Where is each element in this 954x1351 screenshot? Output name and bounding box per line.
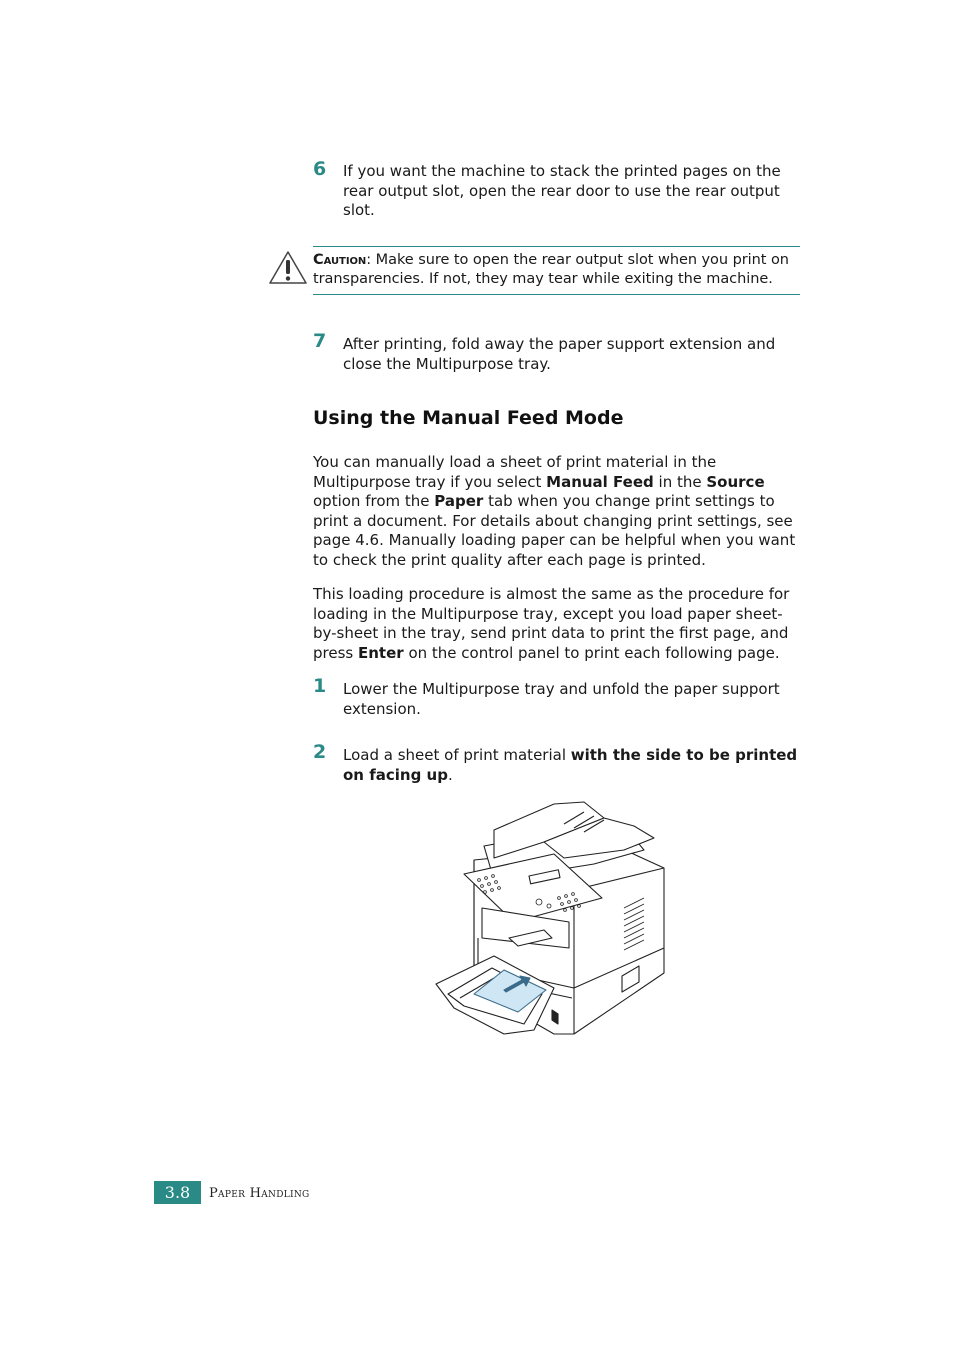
step-number-2: 2 [313, 741, 327, 763]
step-6-text: If you want the machine to stack the printed pages on the rear output slot, open the rear door to use the rear output slot. [343, 162, 781, 219]
step-7-text: After printing, fold away the paper support extension and close the Multipurpose tray. [343, 335, 776, 373]
step2-text-1: Load a sheet of print material [343, 746, 571, 764]
para2-text-1: This loading procedure is almost the same as the procedure for loading in the Multipurpose tray, except you load paper sheet-by-sheet in the tray, send print data to print the first page, and press [313, 585, 790, 662]
loading-procedure-paragraph [313, 585, 801, 663]
para1-text-1: You can manually load a sheet of print material in the Multipurpose tray if you select [313, 453, 717, 491]
step-2-text [343, 746, 799, 785]
para1-text-3: option from the [313, 492, 435, 510]
step2-text-2: . [447, 765, 453, 784]
enter-term: Enter [358, 643, 404, 662]
caution-label: Caution [313, 252, 367, 268]
manual-feed-paragraph [313, 453, 801, 570]
step-number-7: 7 [313, 330, 327, 352]
paper-term: Paper [434, 492, 484, 510]
source-term: Source [706, 472, 765, 491]
para1-text-2: in the [653, 472, 707, 491]
caution-text: : Make sure to open the rear output slot when you print on transparencies. If not, they may tear while exiting the machine. [313, 252, 789, 287]
para1-text-4: tab when you change print settings to print a document. For details about changing print settings, see page 4.6. Manually loading paper can be helpful when you want to check the print quality after each page is printed. [313, 492, 796, 569]
section-heading: Using the Manual Feed Mode [313, 407, 624, 429]
step-number-1: 1 [313, 675, 327, 697]
caution-note [313, 246, 800, 295]
para2-text-2: on the control panel to print each following page. [403, 643, 780, 662]
caution-icon [268, 250, 308, 286]
printer-illustration [434, 798, 670, 1038]
page-number: 3.8 [154, 1181, 201, 1204]
step-number-6: 6 [313, 158, 327, 180]
step-1-text: Lower the Multipurpose tray and unfold the paper support extension. [343, 680, 780, 718]
step2-emphasis: with the side to be printed on facing up [343, 746, 798, 784]
manual-feed-term: Manual Feed [546, 472, 654, 491]
chapter-title: Paper Handling [209, 1186, 310, 1201]
